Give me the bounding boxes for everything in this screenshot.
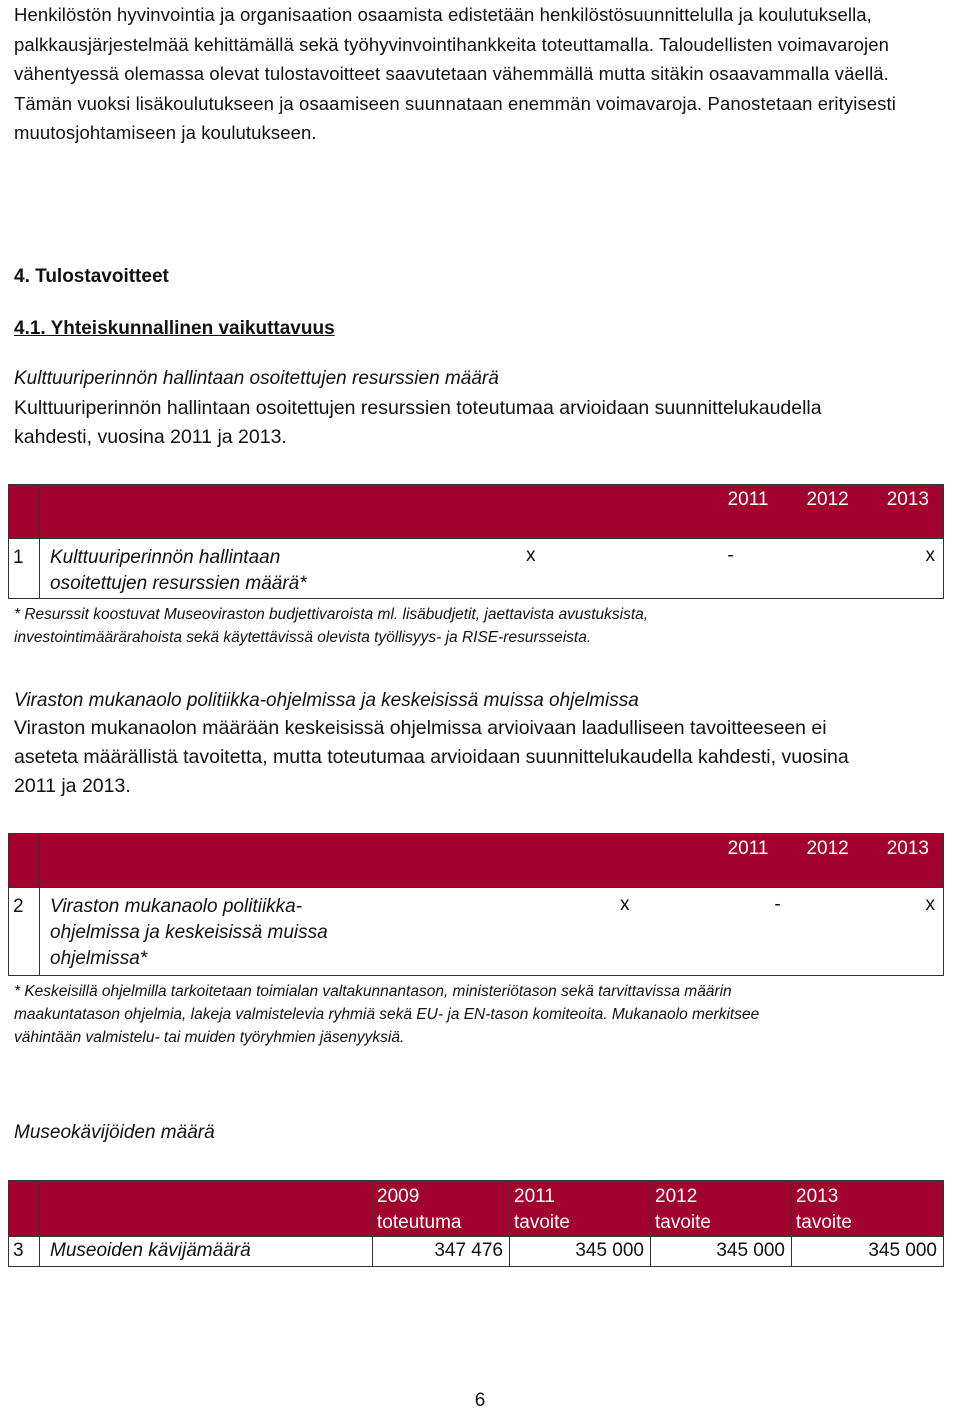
intro-line: vähentyessä olemassa olevat tulostavoitteet saavutetaan vähemmällä mutta sitäkin osaavammalla väellä. <box>14 63 889 84</box>
row-number: 2 <box>9 888 40 976</box>
header-col-2011: 2011 tavoite <box>510 1181 651 1237</box>
value-2009: 347 476 <box>373 1237 510 1267</box>
intro-paragraph <box>14 0 954 148</box>
header-num-cell <box>9 1181 40 1237</box>
description-line: Kulttuuriperinnön hallintaan osoitettujen resurssien toteutumaa arvioidaan suunnittelukaudella <box>14 397 822 419</box>
description-line: aseteta määrällistä tavoitetta, mutta toteutumaa arvioidaan suunnittelukaudella kahdesti, vuosina <box>14 746 849 768</box>
row-marks <box>380 545 943 597</box>
mark-2011: x <box>526 545 536 566</box>
row-label: Viraston mukanaolo politiikka- ohjelmissa ja keskeisissä muissa ohjelmissa* <box>50 896 328 969</box>
row-label: Kulttuuriperinnön hallintaan osoitettujen resurssien määrä* <box>50 547 307 594</box>
header-num-cell <box>9 485 40 539</box>
section-title: 4. Tulostavoitteet <box>14 266 169 287</box>
resources-table <box>8 484 944 599</box>
programs-heading: Viraston mukanaolo politiikka-ohjelmissa ja keskeisissä muissa ohjelmissa <box>14 690 639 711</box>
resources-heading: Kulttuuriperinnön hallintaan osoitettujen resurssien määrä <box>14 368 499 389</box>
year-label: 2012 <box>806 838 849 859</box>
mark-2011: x <box>620 894 630 915</box>
description-line: 2011 ja 2013. <box>14 775 131 797</box>
mark-2013: x <box>925 894 935 915</box>
value-2011: 345 000 <box>510 1237 651 1267</box>
year-label: 2013 <box>886 489 929 510</box>
year-label: 2012 <box>806 489 849 510</box>
mark-2012: - <box>774 894 781 915</box>
row-body <box>40 539 944 599</box>
header-col-2013: 2013 tavoite <box>792 1181 944 1237</box>
year-label: 2013 <box>886 838 929 859</box>
row-label: Museoiden kävijämäärä <box>40 1237 373 1267</box>
page-number: 6 <box>474 1390 486 1411</box>
subsection-title: 4.1. Yhteiskunnallinen vaikuttavuus <box>14 318 335 339</box>
intro-line: muutosjohtamiseen ja koulutukseen. <box>14 122 317 143</box>
value-2012: 345 000 <box>651 1237 792 1267</box>
mark-2013: x <box>925 545 935 566</box>
header-label-cell <box>40 1181 373 1237</box>
programs-description <box>14 714 954 801</box>
header-years-cell <box>40 834 944 888</box>
row-body <box>40 888 944 976</box>
header-num-cell <box>9 834 40 888</box>
row-marks <box>380 894 943 972</box>
resources-description <box>14 394 954 452</box>
year-label: 2011 <box>727 489 769 510</box>
description-line: kahdesti, vuosina 2011 ja 2013. <box>14 426 287 448</box>
visitors-heading: Museokävijöiden määrä <box>14 1122 215 1143</box>
intro-line: palkkausjärjestelmää kehittämällä sekä työhyvinvointihankkeita toteuttamalla. Taloudellisten voimavarojen <box>14 33 889 55</box>
programs-footnote: * Keskeisillä ohjelmilla tarkoitetaan toimialan valtakunnantason, ministeriötason sekä tarvittavissa määrin maakuntatason ohjelmia, lakeja valmistelevia ryhmiä sekä EU- ja EN-tason komiteoita. Mukanaolo merkitsee vähintään valmistelu- tai muiden työryhmien jäsenyyksiä. <box>14 983 760 1046</box>
mark-2012: - <box>727 545 734 566</box>
header-col-2012: 2012 tavoite <box>651 1181 792 1237</box>
intro-line: Henkilöstön hyvinvointia ja organisaation osaamista edistetään henkilöstösuunnittelulla ja koulutuksella, <box>14 4 872 25</box>
year-label: 2011 <box>727 838 769 859</box>
row-number: 3 <box>9 1237 40 1267</box>
programs-table <box>8 833 944 976</box>
header-years-cell <box>40 485 944 539</box>
description-line: Viraston mukanaolon määrään keskeisissä ohjelmissa arvioivaan laadulliseen tavoitteeseen ei <box>14 717 827 739</box>
resources-footnote: * Resurssit koostuvat Museoviraston budjettivaroista ml. lisäbudjetit, jaettavista avustuksista, investointimäärärahoista sekä käytettävissä olevista työllisyys- ja RISE-resursseista. <box>14 606 649 646</box>
visitors-table <box>8 1180 944 1267</box>
intro-line: Tämän vuoksi lisäkoulutukseen ja osaamiseen suunnataan enemmän voimavaroja. Panostetaan erityisesti <box>14 92 896 114</box>
value-2013: 345 000 <box>792 1237 944 1267</box>
row-number: 1 <box>9 539 40 599</box>
header-col-2009: 2009 toteutuma <box>373 1181 510 1237</box>
